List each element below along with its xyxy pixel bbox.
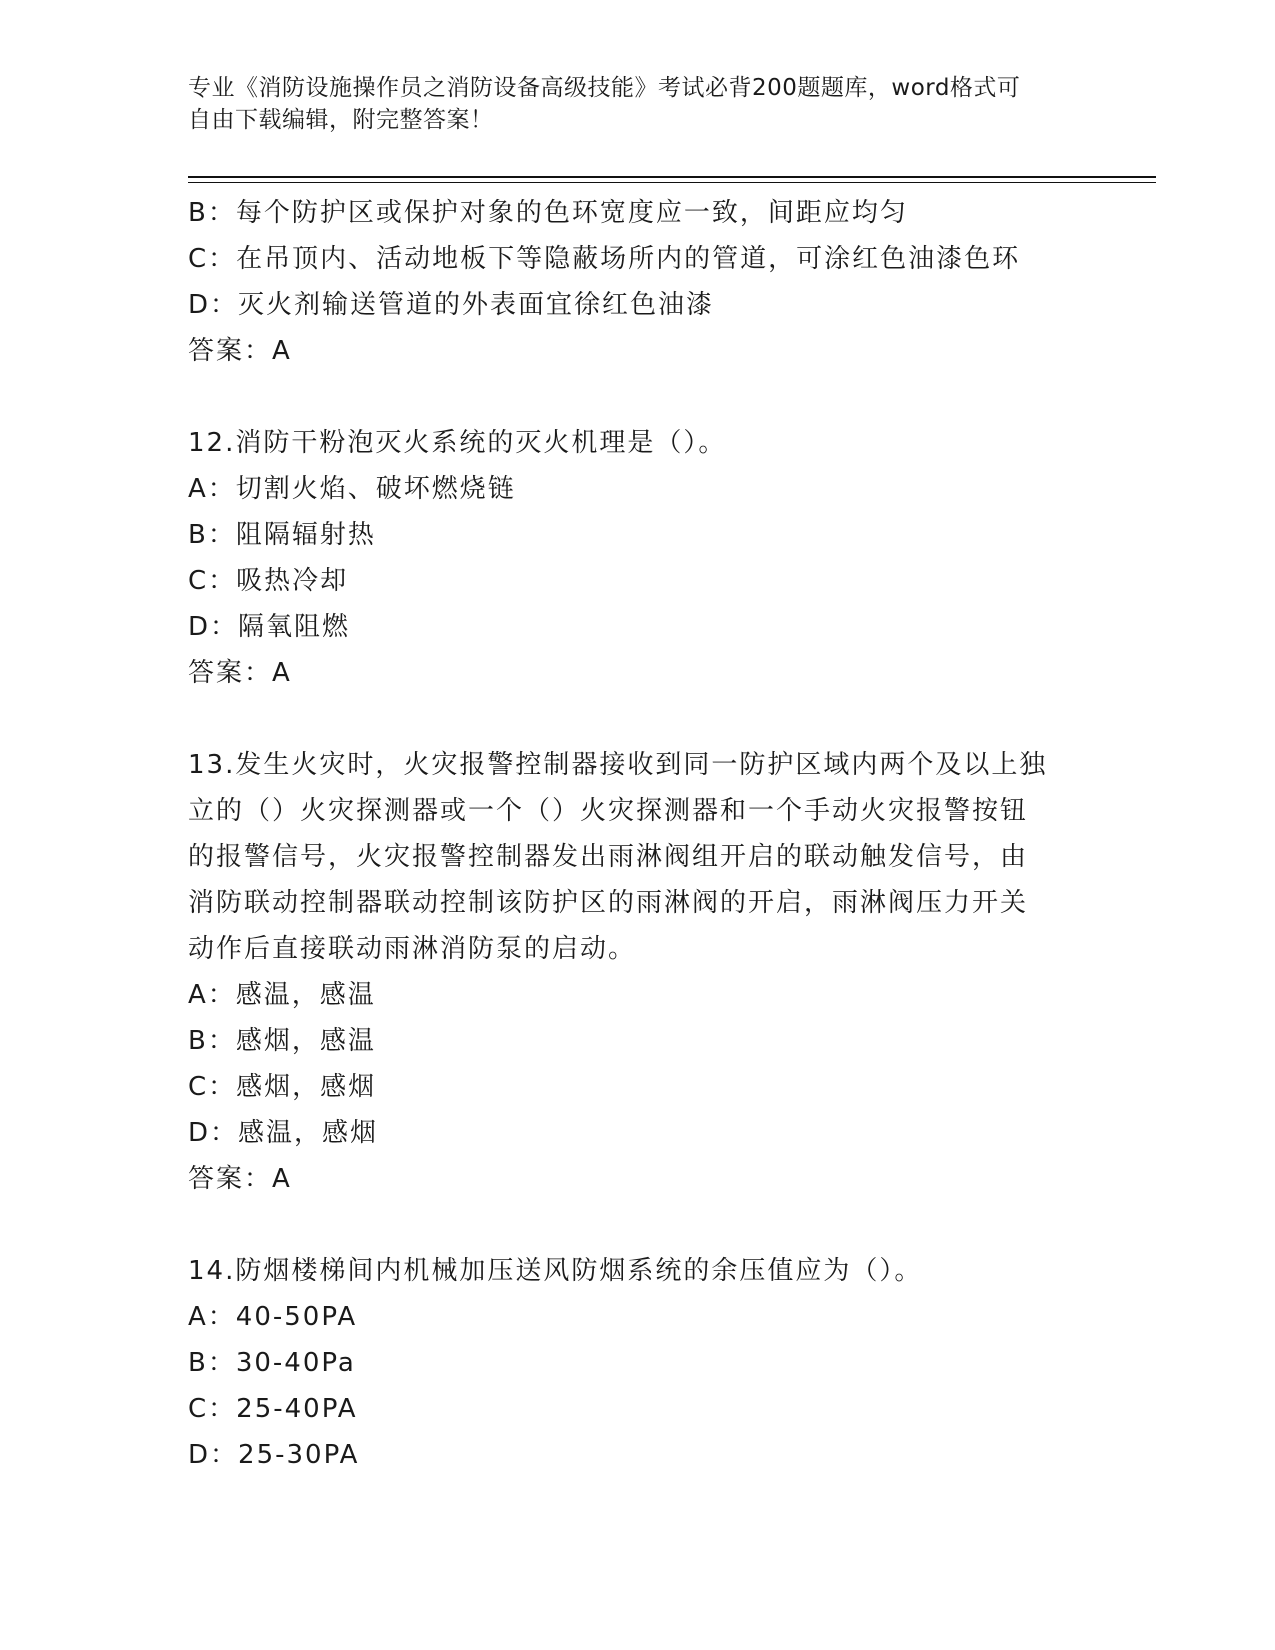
question-text: 12.消防干粉泡灭火系统的灭火机理是（）。	[188, 428, 727, 458]
option-a: A：切割火焰、破坏燃烧链	[188, 474, 516, 504]
option-b: B：感烟，感温	[188, 1026, 376, 1056]
question-12	[188, 420, 1088, 696]
option-a: A：感温，感温	[188, 980, 376, 1010]
header-divider-thin	[188, 182, 1156, 183]
question-list	[188, 190, 1088, 1478]
question-text-line-3: 的报警信号，火灾报警控制器发出雨淋阀组开启的联动触发信号，由	[188, 842, 1029, 872]
previous-question-tail	[188, 190, 1088, 374]
option-c: C：25-40PA	[188, 1394, 358, 1424]
question-text-line-5: 动作后直接联动雨淋消防泵的启动。	[188, 934, 637, 964]
option-c: C：吸热冷却	[188, 566, 349, 596]
question-text: 14.防烟楼梯间内机械加压送风防烟系统的余压值应为（）。	[188, 1256, 923, 1286]
answer-line: 答案：A	[188, 1164, 292, 1194]
answer-line: 答案：A	[188, 336, 292, 366]
question-text-line-4: 消防联动控制器联动控制该防护区的雨淋阀的开启，雨淋阀压力开关	[188, 888, 1029, 918]
option-c: C：感烟，感烟	[188, 1072, 377, 1102]
question-text-line-2: 立的（）火灾探测器或一个（）火灾探测器和一个手动火灾报警按钮	[188, 796, 1029, 826]
question-14	[188, 1248, 1088, 1478]
option-d: D：灭火剂输送管道的外表面宜徐红色油漆	[188, 290, 715, 320]
option-b: B：30-40Pa	[188, 1348, 356, 1378]
question-text-line-1: 13.发生火灾时，火灾报警控制器接收到同一防护区域内两个及以上独	[188, 750, 1048, 780]
option-d: D：隔氧阻燃	[188, 612, 351, 642]
option-a: A：40-50PA	[188, 1302, 358, 1332]
option-b: B：每个防护区或保护对象的色环宽度应一致，间距应均匀	[188, 198, 908, 228]
option-c: C：在吊顶内、活动地板下等隐蔽场所内的管道，可涂红色油漆色环	[188, 244, 1021, 274]
header-line-1: 专业《消防设施操作员之消防设备高级技能》考试必背200题题库，word格式可	[188, 75, 1021, 101]
option-d: D：感温，感烟	[188, 1118, 379, 1148]
answer-line: 答案：A	[188, 658, 292, 688]
document-header	[188, 72, 1068, 136]
header-line-2: 自由下载编辑，附完整答案！	[188, 107, 494, 133]
option-d: D：25-30PA	[188, 1440, 360, 1470]
question-13	[188, 742, 1088, 1202]
option-b: B：阻隔辐射热	[188, 520, 376, 550]
header-divider-thick	[188, 176, 1156, 178]
